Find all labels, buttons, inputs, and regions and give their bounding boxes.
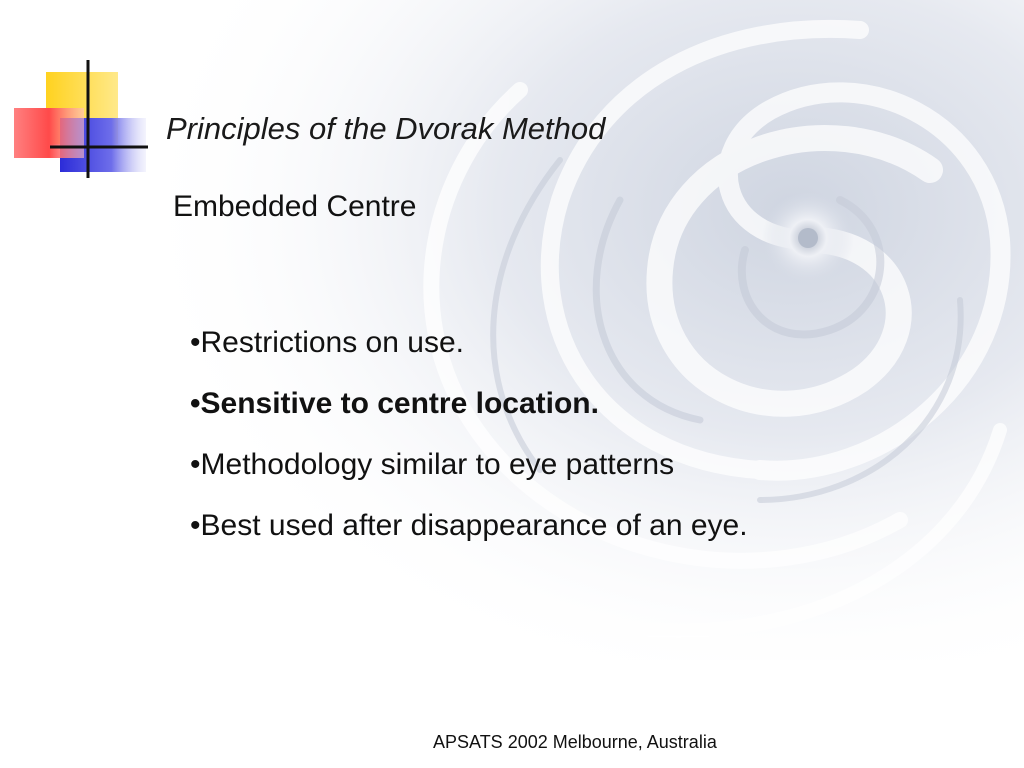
bullet-item [190,384,748,424]
bullet-text: Restrictions on use. [200,326,464,359]
bullet-item [190,506,748,546]
bullet-marker: • [190,326,201,359]
bullet-item [190,323,748,363]
bullet-text: Methodology similar to eye patterns [200,448,675,481]
bullet-list [190,323,748,567]
bullet-text: Best used after disappearance of an eye. [200,509,748,542]
bullet-marker: • [190,509,201,542]
slide-footer: APSATS 2002 Melbourne, Australia [433,732,717,752]
slide-logo-graphic [0,0,160,190]
logo-red-square [14,108,84,158]
bullet-text: Sensitive to centre location. [200,387,599,420]
slide-title: Principles of the Dvorak Method [166,111,606,146]
bullet-marker: • [190,387,201,420]
bullet-item [190,445,748,485]
bullet-marker: • [190,448,201,481]
slide-subtitle: Embedded Centre [173,190,417,223]
